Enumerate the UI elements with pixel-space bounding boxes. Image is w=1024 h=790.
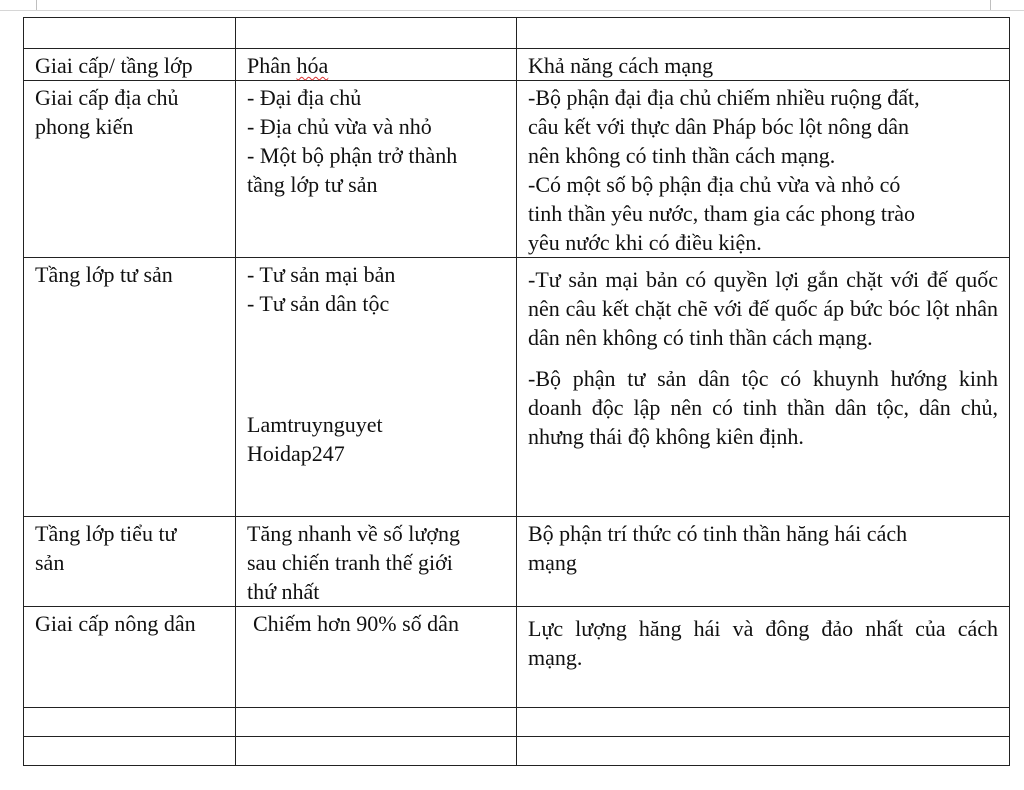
cell-paragraph: -Bộ phận tư sản dân tộc có khuynh hướng kinh doanh độc lập nên có tinh thần dân tộc, dân chủ, nhưng thái độ không kiên định.	[528, 366, 998, 449]
header-cell-potential[interactable]	[517, 49, 1010, 81]
cell-line: sản	[35, 550, 65, 575]
cell-line: nên không có tinh thần cách mạng.	[528, 143, 836, 168]
cell-line: Tăng nhanh về số lượng	[247, 521, 460, 546]
table-cell[interactable]	[236, 18, 517, 49]
cell-line: thứ nhất	[247, 579, 320, 604]
table-cell[interactable]	[517, 708, 1010, 737]
table-cell[interactable]	[517, 18, 1010, 49]
cell-line: - Một bộ phận trở thành	[247, 143, 458, 168]
margin-marker-right	[990, 0, 991, 10]
table-cell[interactable]	[24, 708, 236, 737]
group-cell[interactable]	[24, 258, 236, 517]
document-table[interactable]	[23, 17, 1010, 766]
cell-line: Tầng lớp tiểu tư	[35, 521, 177, 546]
cell-line: - Tư sản dân tộc	[247, 291, 390, 316]
header-text: Giai cấp/ tầng lớp	[35, 53, 193, 78]
potential-cell[interactable]	[517, 81, 1010, 258]
potential-cell[interactable]	[517, 517, 1010, 607]
header-cell-division[interactable]	[236, 49, 517, 81]
header-cell-group[interactable]	[24, 49, 236, 81]
table-cell[interactable]	[24, 18, 236, 49]
cell-line: Chiếm hơn 90% số dân	[253, 611, 459, 636]
cell-line: -Có một số bộ phận địa chủ vừa và nhỏ có	[528, 172, 901, 197]
table-cell[interactable]	[24, 737, 236, 766]
cell-line: câu kết với thực dân Pháp bóc lột nông dân	[528, 114, 909, 139]
potential-cell[interactable]	[517, 258, 1010, 517]
cell-line: Bộ phận trí thức có tinh thần hăng hái cách	[528, 521, 908, 546]
division-cell[interactable]	[236, 517, 517, 607]
header-text: Phân	[247, 53, 297, 78]
potential-cell[interactable]	[517, 607, 1010, 708]
cell-line: mạng	[528, 550, 577, 575]
group-cell[interactable]	[24, 517, 236, 607]
author-source: Hoidap247	[247, 441, 345, 466]
table-cell[interactable]	[517, 737, 1010, 766]
cell-line: Giai cấp địa chủ	[35, 85, 179, 110]
group-cell[interactable]	[24, 81, 236, 258]
table-row-empty-top	[24, 18, 1010, 49]
division-cell[interactable]	[236, 607, 517, 708]
cell-line: yêu nước khi có điều kiện.	[528, 230, 762, 255]
cell-line: - Địa chủ vừa và nhỏ	[247, 114, 432, 139]
cell-line: - Đại địa chủ	[247, 85, 362, 110]
group-cell[interactable]	[24, 607, 236, 708]
cell-line: phong kiến	[35, 114, 134, 139]
author-credit	[247, 410, 505, 468]
table-row	[24, 81, 1010, 258]
table-row	[24, 607, 1010, 708]
cell-paragraph: Lực lượng hăng hái và đông đảo nhất của cách mạng.	[528, 616, 998, 670]
cell-line: Tầng lớp tư sản	[35, 262, 173, 287]
cell-line: - Tư sản mại bản	[247, 262, 396, 287]
margin-marker-left	[36, 0, 37, 10]
cell-paragraph: -Tư sản mại bản có quyền lợi gắn chặt với đế quốc nên câu kết chặt chẽ với đế quốc áp bức bóc lột nhân dân nên không có tinh thần cách mạng.	[528, 267, 998, 350]
division-cell[interactable]	[236, 258, 517, 517]
table-row	[24, 517, 1010, 607]
division-cell[interactable]	[236, 81, 517, 258]
page-top-edge	[0, 0, 1024, 11]
table-header-row	[24, 49, 1010, 81]
spellcheck-flagged-word[interactable]: hóa	[296, 53, 329, 78]
cell-line: sau chiến tranh thế giới	[247, 550, 453, 575]
cell-line: -Bộ phận đại địa chủ chiếm nhiều ruộng đất,	[528, 85, 920, 110]
cell-line: tinh thần yêu nước, tham gia các phong trào	[528, 201, 916, 226]
cell-line: tầng lớp tư sản	[247, 172, 378, 197]
table-row	[24, 258, 1010, 517]
author-name: Lamtruynguyet	[247, 412, 383, 437]
header-text: Khả năng cách mạng	[528, 53, 714, 78]
cell-line: Giai cấp nông dân	[35, 611, 196, 636]
table-row-empty	[24, 708, 1010, 737]
table-row-empty	[24, 737, 1010, 766]
table-cell[interactable]	[236, 708, 517, 737]
table-cell[interactable]	[236, 737, 517, 766]
